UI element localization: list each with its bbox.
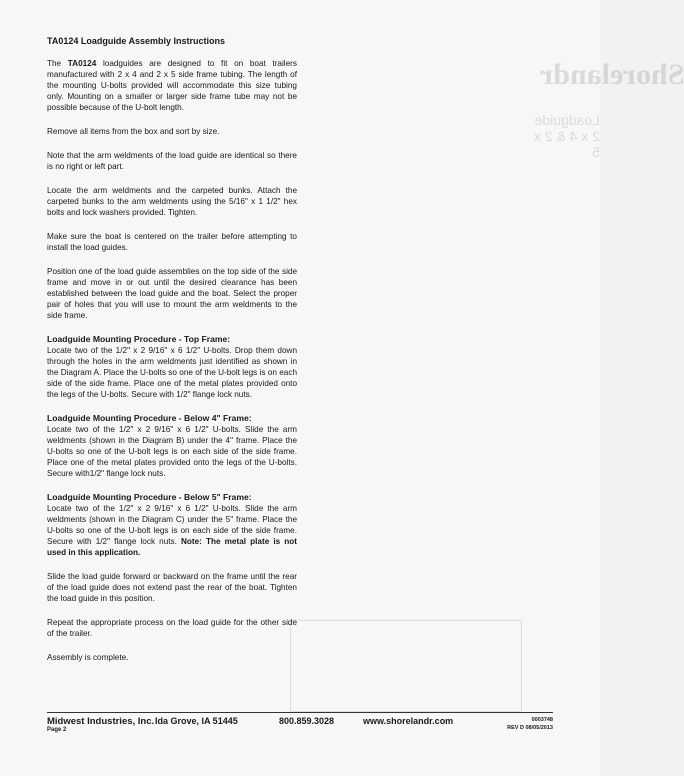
section-title: Loadguide Mounting Procedure - Top Frame: [47,334,231,344]
paragraph-center-boat: Make sure the boat is centered on the trailer before attempting to install the load guides. [47,232,297,252]
section-body: Locate two of the 1/2" x 2 9/16" x 6 1/2" U-bolts. Drop them down through the holes in the arm weldments just identified as shown in the Diagram A. Place the U-bolts so one of the U-bolt legs is on each side of the side frame. Place one of the metal plates provided onto the legs of the U-bolts. Secure with 1/2" flange lock nuts. [47,346,297,399]
footer-website: www.shorelandr.com [363,716,454,726]
intro-text: loadguides are designed to fit on boat trailers manufactured with 2 x 4 and 2 x 5 side frame tubing. The length of the mounting U-bolts provided will accommodate this size tubing only. Mounting on a smaller or larger side frame tube may not be possible because of the U-bolt length. [47,59,297,112]
paragraph-sort: Remove all items from the box and sort by size. [47,127,220,136]
section-body-text: Locate two of the 1/2" x 2 9/16" x 6 1/2" U-bolts. Slide the arm weldments (shown in the Diagram C) under the 5" frame. Place the U-bolts so one of the U-bolt legs is on each side of the side frame. Secure with 1/2" flange lock nuts. [47,504,297,546]
paragraph-identical-arms: Note that the arm weldments of the load guide are identical so there is no right or left part. [47,151,297,171]
document-title: TA0124 Loadguide Assembly Instructions [47,36,226,46]
paragraph-complete: Assembly is complete. [47,653,129,662]
section-note: Note: The metal plate is not used in this application. [47,537,297,557]
footer-phone: 800.859.3028 [279,716,335,726]
paragraph-position-guide: Position one of the load guide assemblies on the top side of the side frame and move in or out until the desired clearance has been established between the load guide and the boat. Select the proper pair of holes that you will use to mount the arm weldments to the side frame. [47,267,297,320]
footer-divider [47,712,553,713]
bleed-through-brand: Shorelandr [540,58,684,91]
footer-company: Midwest Industries, Inc. [47,716,155,727]
section-below-4-frame [47,413,297,479]
section-below-5-frame [47,492,297,558]
footer-doc-code: 0003748 [531,717,553,723]
section-title: Loadguide Mounting Procedure - Below 4" Frame: [47,413,252,423]
footer-page-number: Page 2 [47,727,67,733]
section-body: Locate two of the 1/2" x 2 9/16" x 6 1/2" U-bolts. Slide the arm weldments (shown in the Diagram B) under the 4" frame. Place the U-bolts so one of the U-bolt legs is on each side of the side frame. Place one of the metal plates provided onto the legs of the U-bolts. Secure with1/2" flange lock nuts. [47,425,297,478]
footer-city: Ida Grove, IA 51445 [155,716,238,726]
instructions-column [47,36,297,676]
paragraph-attach-bunks: Locate the arm weldments and the carpeted bunks. Attach the carpeted bunks to the arm weldments using the 5/16" x 1 1/2" hex bolts and lock washers provided. Tighten. [47,186,297,217]
bleed-through-subtitle: Loadguide 2 x 4 & 2 x 5 [533,112,600,160]
intro-paragraph: The TA0124 loadguides are designed to fit on boat trailers manufactured with 2 x 4 and 2 x 5 side frame tubing. The length of the mounting U-bolts provided will accommodate this size tubing only. Mounting on a smaller or larger side frame tube may not be possible because of the U-bolt length. [47,59,297,112]
bleed-through-reverse-side [430,40,684,680]
paragraph-slide-guide: Slide the load guide forward or backward on the frame until the rear of the load guide does not extend past the rear of the boat. Tighten the load guide in this position. [47,572,297,603]
section-title: Loadguide Mounting Procedure - Below 5" Frame: [47,492,252,502]
bleed-through-diagram-box [290,620,522,712]
section-body [47,503,297,558]
section-top-frame [47,334,297,400]
page-footer [47,716,553,746]
product-code: TA0124 [67,59,97,68]
footer-revision: REV D 08/05/2013 [507,725,553,731]
paragraph-repeat: Repeat the appropriate process on the load guide for the other side of the trailer. [47,618,297,638]
